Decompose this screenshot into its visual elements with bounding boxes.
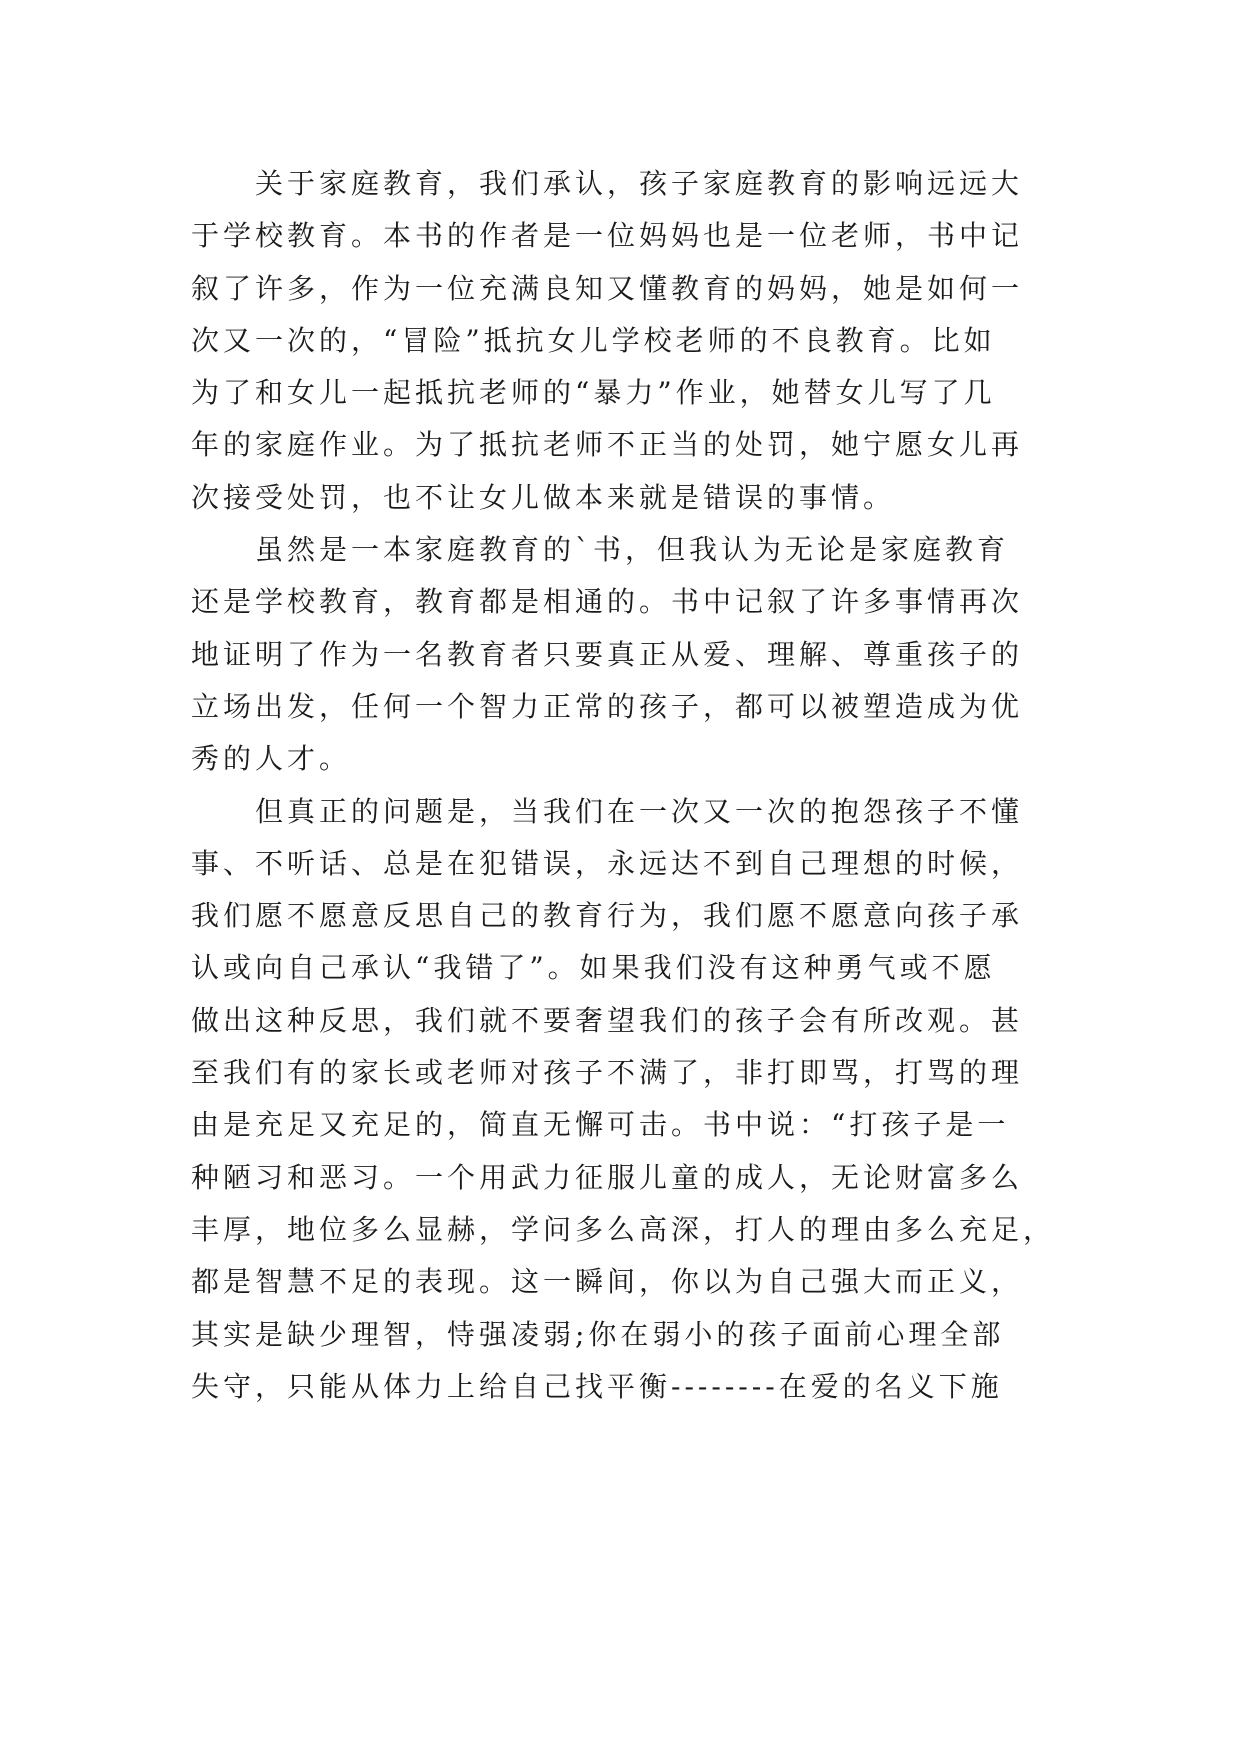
text-line: 但真正的问题是，当我们在一次又一次的抱怨孩子不懂 — [255, 794, 1024, 828]
text-line: 事、不听话、总是在犯错误，永远达不到自己理想的时候， — [191, 846, 1024, 880]
text-line: 关于家庭教育，我们承认，孩子家庭教育的影响远远大 — [255, 167, 1024, 200]
text-line: 做出这种反思，我们就不要奢望我们的孩子会有所改观。甚 — [191, 1003, 1024, 1037]
text-line: 都是智慧不足的表现。这一瞬间，你以为自己强大而正义， — [191, 1265, 1024, 1299]
paragraph-1 — [191, 158, 1051, 524]
text-line: 叙了许多，作为一位充满良知又懂教育的妈妈，她是如何一 — [191, 271, 1024, 305]
text-line: 种陋习和恶习。一个用武力征服儿童的成人，无论财富多么 — [191, 1160, 1024, 1194]
text-line: 秀的人才。 — [191, 742, 352, 776]
paragraph-2 — [191, 524, 1051, 785]
text-line: 立场出发，任何一个智力正常的孩子，都可以被塑造成为优 — [191, 689, 1024, 723]
text-line: 失守，只能从体力上给自己找平衡--------在爱的名义下施 — [191, 1369, 1003, 1403]
text-line: 年的家庭作业。为了抵抗老师不正当的处罚，她宁愿女儿再 — [191, 428, 1024, 462]
text-line: 其实是缺少理智，恃强凌弱;你在弱小的孩子面前心理全部 — [191, 1317, 1005, 1351]
text-line: 虽然是一本家庭教育的`书，但我认为无论是家庭教育 — [255, 533, 1010, 567]
text-line: 至我们有的家长或老师对孩子不满了，非打即骂，打骂的理 — [191, 1056, 1024, 1090]
text-line: 次接受处罚，也不让女儿做本来就是错误的事情。 — [191, 480, 896, 514]
text-line: 为了和女儿一起抵抗老师的“暴力”作业，她替女儿写了几 — [191, 376, 996, 410]
text-line: 还是学校教育，教育都是相通的。书中记叙了许多事情再次 — [191, 585, 1024, 619]
text-line: 认或向自己承认“我错了”。如果我们没有这种勇气或不愿 — [191, 951, 996, 985]
text-line: 丰厚，地位多么显赫，学问多么高深，打人的理由多么充足， — [191, 1212, 1056, 1246]
text-line: 于学校教育。本书的作者是一位妈妈也是一位老师，书中记 — [191, 219, 1024, 253]
text-line: 由是充足又充足的，简直无懈可击。书中说：“打孩子是一 — [191, 1108, 1010, 1142]
paragraph-3 — [191, 786, 1056, 1414]
text-line: 我们愿不愿意反思自己的教育行为，我们愿不愿意向孩子承 — [191, 899, 1024, 933]
body-text — [191, 158, 1056, 1413]
text-line: 次又一次的，“冒险”抵抗女儿学校老师的不良教育。比如 — [191, 323, 996, 357]
text-line: 地证明了作为一名教育者只要真正从爱、理解、尊重孩子的 — [191, 637, 1024, 671]
